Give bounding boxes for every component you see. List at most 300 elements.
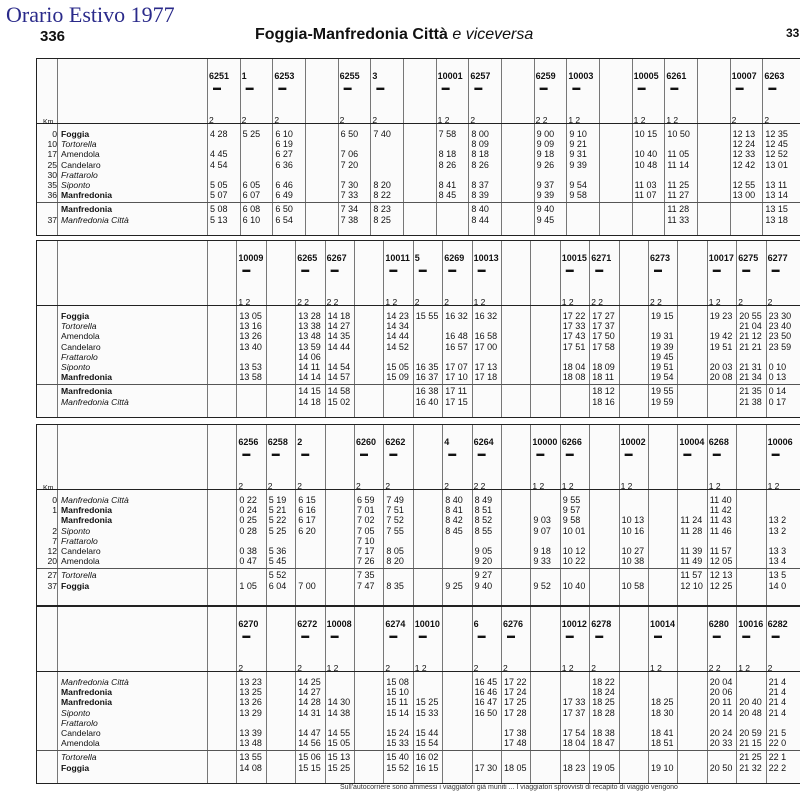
time-cell: 15 05 xyxy=(327,738,351,749)
train-icon: ▬ xyxy=(771,449,780,458)
time-cell: 17 07 xyxy=(445,362,468,372)
station-name: Manfredonia Città xyxy=(61,396,129,407)
row-divider xyxy=(37,750,800,751)
class-indicator: 1 2 xyxy=(767,481,780,491)
station-name: Manfredonia Città xyxy=(61,214,129,225)
train-icon: ▬ xyxy=(389,449,398,458)
time-cell: 18 04 xyxy=(562,738,586,749)
time-cell: 14 14 xyxy=(298,372,321,383)
column-divider xyxy=(57,607,58,783)
time-cell: 14 44 xyxy=(327,341,351,352)
time-cell: 11 49 xyxy=(680,556,703,567)
time-cell: 19 54 xyxy=(651,372,674,383)
km-value: 25 xyxy=(47,159,57,170)
class-indicator: 2 xyxy=(767,663,773,673)
time-cell: 19 55 xyxy=(651,386,674,397)
time-cell: 8 20 xyxy=(386,556,404,567)
time-cell: 8 49 xyxy=(474,495,493,505)
km-value: 36 xyxy=(47,190,57,201)
time-cell: 0 22 xyxy=(239,495,257,505)
time-cell: 22 2 xyxy=(768,762,787,773)
station-name: Manfredonia xyxy=(61,515,113,526)
time-cell: 22 0 xyxy=(768,738,787,749)
station-name: Frattarolo xyxy=(61,717,98,728)
time-cell: 13 14 xyxy=(765,190,788,201)
time-cell: 7 17 xyxy=(357,546,375,556)
train-number: 10015 xyxy=(561,253,587,263)
time-cell: 20 14 xyxy=(709,707,733,718)
class-indicator: 2 xyxy=(738,297,743,307)
time-cell: 11 07 xyxy=(634,190,657,201)
station-name: Manfredonia xyxy=(61,687,113,698)
train-icon: ▬ xyxy=(595,631,604,640)
km-value: 35 xyxy=(47,180,57,190)
time-cell: 14 30 xyxy=(327,697,351,708)
time-cell: 6 04 xyxy=(268,580,287,591)
time-cell: 21 4 xyxy=(768,687,787,698)
row-divider xyxy=(37,568,800,569)
time-cell: 13 5 xyxy=(768,570,787,581)
time-cell: 6 10 xyxy=(242,214,261,225)
train-number: 6274 xyxy=(385,619,406,629)
time-cell: 14 58 xyxy=(327,386,351,397)
time-cell: 18 30 xyxy=(651,707,674,718)
time-cell: 11 24 xyxy=(680,515,703,526)
column-divider xyxy=(530,425,531,605)
time-cell: 15 52 xyxy=(386,762,409,773)
time-cell: 8 35 xyxy=(386,580,404,591)
train-number: 10017 xyxy=(708,253,734,263)
column-divider xyxy=(207,607,208,783)
class-indicator: 2 2 xyxy=(535,115,548,125)
station-name: Manfredonia xyxy=(61,190,113,201)
column-divider xyxy=(560,607,561,783)
time-cell: 18 47 xyxy=(592,738,615,749)
time-cell: 9 18 xyxy=(536,149,555,160)
time-cell: 15 11 xyxy=(386,697,409,708)
train-number: 6272 xyxy=(297,619,318,629)
train-number: 6265 xyxy=(297,253,318,263)
train-number: 10002 xyxy=(620,437,646,447)
class-indicator: 2 xyxy=(444,481,449,491)
time-cell: 18 08 xyxy=(562,372,586,383)
column-divider xyxy=(501,59,502,235)
train-icon: ▬ xyxy=(343,83,352,92)
train-icon: ▬ xyxy=(477,265,486,274)
km-value: 37 xyxy=(47,214,57,225)
column-divider xyxy=(762,59,763,235)
train-icon: ▬ xyxy=(565,631,574,640)
time-cell: 19 31 xyxy=(651,331,674,342)
km-value: 0 xyxy=(52,129,57,139)
class-indicator: 1 2 xyxy=(437,115,450,125)
time-cell: 13 26 xyxy=(239,697,262,708)
column-divider xyxy=(305,59,306,235)
time-cell: 10 16 xyxy=(621,525,645,536)
column-divider xyxy=(707,607,708,783)
time-cell: 5 05 xyxy=(210,180,228,190)
time-cell: 8 26 xyxy=(438,159,457,170)
class-indicator: 2 xyxy=(238,481,244,491)
time-cell: 19 23 xyxy=(709,311,733,321)
km-value: 1 xyxy=(52,505,57,516)
station-name: Siponto xyxy=(61,525,91,536)
train-number: 6269 xyxy=(444,253,465,263)
time-cell: 14 23 xyxy=(386,311,409,321)
time-cell: 7 35 xyxy=(357,570,375,581)
time-cell: 14 28 xyxy=(298,697,321,708)
time-cell: 15 33 xyxy=(386,738,409,749)
train-icon: ▬ xyxy=(768,83,777,92)
column-divider xyxy=(472,241,473,417)
timetable-block-2 xyxy=(36,240,800,418)
train-icon: ▬ xyxy=(637,83,646,92)
train-icon: ▬ xyxy=(245,83,254,92)
station-name: Frattarolo xyxy=(61,351,98,362)
time-cell: 18 11 xyxy=(592,372,615,383)
time-cell: 17 54 xyxy=(562,728,586,738)
row-divider xyxy=(37,202,800,203)
column-divider xyxy=(501,425,502,605)
time-cell: 8 05 xyxy=(386,546,404,556)
class-indicator: 1 2 xyxy=(568,115,581,125)
class-indicator: 2 xyxy=(339,115,345,125)
train-icon: ▬ xyxy=(771,265,780,274)
time-cell: 23 30 xyxy=(768,311,792,321)
time-cell: 9 33 xyxy=(533,556,551,567)
train-number: 6258 xyxy=(267,437,288,447)
column-divider xyxy=(589,425,590,605)
time-cell: 22 1 xyxy=(768,752,787,763)
time-cell: 7 26 xyxy=(357,556,375,567)
column-divider xyxy=(736,425,737,605)
column-divider xyxy=(736,607,737,783)
class-indicator: 2 xyxy=(274,115,280,125)
column-divider xyxy=(436,59,437,235)
train-number: 6276 xyxy=(503,619,524,629)
time-cell: 0 17 xyxy=(768,396,787,407)
train-number: 6262 xyxy=(385,437,406,447)
time-cell: 0 38 xyxy=(239,546,257,556)
time-cell: 6 27 xyxy=(275,149,293,160)
time-cell: 5 08 xyxy=(210,204,228,215)
time-cell: 18 09 xyxy=(592,362,615,372)
time-cell: 8 00 xyxy=(471,129,489,139)
time-cell: 11 42 xyxy=(709,505,732,516)
time-cell: 7 55 xyxy=(386,525,404,536)
column-divider xyxy=(207,59,208,235)
column-divider xyxy=(236,425,237,605)
time-cell: 8 37 xyxy=(471,180,489,190)
time-cell: 6 08 xyxy=(242,204,261,215)
time-cell: 13 15 xyxy=(765,204,788,215)
column-divider xyxy=(57,59,58,235)
timetable-block-4 xyxy=(36,606,800,784)
time-cell: 17 48 xyxy=(504,738,527,749)
time-cell: 17 50 xyxy=(592,331,615,342)
column-divider xyxy=(295,241,296,417)
column-divider xyxy=(354,241,355,417)
column-divider xyxy=(295,425,296,605)
column-divider xyxy=(325,607,326,783)
train-icon: ▬ xyxy=(330,631,339,640)
train-number: 10008 xyxy=(326,619,352,629)
time-cell: 15 05 xyxy=(386,362,409,372)
train-icon: ▬ xyxy=(477,631,486,640)
time-cell: 9 21 xyxy=(569,139,587,150)
time-cell: 11 46 xyxy=(709,525,732,536)
column-divider xyxy=(619,241,620,417)
time-cell: 5 36 xyxy=(268,546,287,556)
train-number: 6267 xyxy=(326,253,347,263)
station-name: Candelaro xyxy=(61,159,101,170)
column-divider xyxy=(468,59,469,235)
column-divider xyxy=(589,241,590,417)
class-indicator: 1 2 xyxy=(561,663,574,673)
time-cell: 15 09 xyxy=(386,372,409,383)
station-name: Frattarolo xyxy=(61,535,98,546)
time-cell: 7 05 xyxy=(357,525,375,536)
time-cell: 6 50 xyxy=(340,129,359,139)
time-cell: 17 37 xyxy=(592,321,615,332)
time-cell: 14 35 xyxy=(327,331,351,342)
time-cell: 7 10 xyxy=(357,535,375,546)
column-divider xyxy=(266,607,267,783)
train-number: 6282 xyxy=(767,619,788,629)
time-cell: 18 25 xyxy=(651,697,674,708)
class-indicator: 1 2 xyxy=(385,297,398,307)
km-label: Km. xyxy=(43,119,56,126)
time-cell: 15 24 xyxy=(386,728,409,738)
time-cell: 18 41 xyxy=(651,728,674,738)
column-divider xyxy=(677,607,678,783)
train-icon: ▬ xyxy=(474,83,483,92)
time-cell: 8 40 xyxy=(471,204,489,215)
time-cell: 17 22 xyxy=(504,677,527,687)
time-cell: 21 15 xyxy=(739,738,762,749)
train-number: 6268 xyxy=(708,437,729,447)
station-name: Tortorella xyxy=(61,570,97,581)
time-cell: 9 00 xyxy=(536,129,555,139)
time-cell: 8 20 xyxy=(373,180,391,190)
class-indicator: 1 2 xyxy=(633,115,646,125)
time-cell: 15 10 xyxy=(386,687,409,698)
km-value: 37 xyxy=(47,580,57,591)
time-cell: 8 42 xyxy=(445,515,463,526)
time-cell: 14 52 xyxy=(386,341,409,352)
time-cell: 16 35 xyxy=(415,362,439,372)
train-icon: ▬ xyxy=(565,449,574,458)
class-indicator: 2 xyxy=(209,115,214,125)
column-divider xyxy=(295,607,296,783)
time-cell: 8 39 xyxy=(471,190,489,201)
class-indicator: 2 xyxy=(372,115,378,125)
time-cell: 21 32 xyxy=(739,762,762,773)
class-indicator: 2 xyxy=(731,115,737,125)
class-indicator: 2 xyxy=(470,115,476,125)
class-indicator: 2 xyxy=(473,663,479,673)
time-cell: 14 54 xyxy=(327,362,351,372)
time-cell: 18 28 xyxy=(592,707,615,718)
time-cell: 21 4 xyxy=(768,707,787,718)
time-cell: 8 25 xyxy=(373,214,391,225)
time-cell: 4 54 xyxy=(210,159,228,170)
time-cell: 13 40 xyxy=(239,341,262,352)
train-icon: ▬ xyxy=(301,449,310,458)
time-cell: 13 48 xyxy=(239,738,262,749)
station-name: Foggia xyxy=(61,129,90,139)
route-name: Foggia-Manfredonia Città xyxy=(255,26,448,43)
train-icon: ▬ xyxy=(242,631,251,640)
time-cell: 6 15 xyxy=(298,495,316,505)
time-cell: 16 48 xyxy=(445,331,468,342)
column-divider xyxy=(240,59,241,235)
train-number: 10014 xyxy=(650,619,676,629)
time-cell: 10 58 xyxy=(621,580,645,591)
class-indicator: 2 2 xyxy=(708,663,721,673)
column-divider xyxy=(403,59,404,235)
column-divider xyxy=(442,607,443,783)
time-cell: 14 57 xyxy=(327,372,351,383)
time-cell: 20 55 xyxy=(739,311,762,321)
column-divider xyxy=(530,241,531,417)
time-cell: 12 05 xyxy=(709,556,733,567)
train-number: 10003 xyxy=(568,71,594,81)
train-icon: ▬ xyxy=(507,631,515,640)
time-cell: 6 05 xyxy=(242,180,261,190)
time-cell: 6 59 xyxy=(357,495,375,505)
time-cell: 15 06 xyxy=(298,752,321,763)
train-icon: ▬ xyxy=(735,83,744,92)
time-cell: 16 50 xyxy=(474,707,498,718)
time-cell: 18 05 xyxy=(504,762,527,773)
time-cell: 17 11 xyxy=(445,386,468,397)
time-cell: 8 51 xyxy=(474,505,493,516)
time-cell: 17 28 xyxy=(504,707,527,718)
time-cell: 14 27 xyxy=(327,321,351,332)
time-cell: 16 32 xyxy=(445,311,468,321)
km-value: 10 xyxy=(47,139,57,150)
time-cell: 21 12 xyxy=(739,331,762,342)
time-cell: 12 55 xyxy=(732,180,756,190)
column-divider xyxy=(338,59,339,235)
time-cell: 20 06 xyxy=(709,687,733,698)
column-divider xyxy=(736,241,737,417)
time-cell: 0 25 xyxy=(239,515,257,526)
train-icon: ▬ xyxy=(271,449,280,458)
time-cell: 15 44 xyxy=(415,728,439,738)
column-divider xyxy=(354,425,355,605)
train-icon: ▬ xyxy=(624,449,633,458)
edge-page-number: 33 xyxy=(786,26,800,40)
time-cell: 13 58 xyxy=(239,372,262,383)
time-cell: 19 51 xyxy=(709,341,733,352)
time-cell: 23 59 xyxy=(768,341,792,352)
time-cell: 14 38 xyxy=(327,707,351,718)
time-cell: 17 51 xyxy=(562,341,586,352)
time-cell: 6 54 xyxy=(275,214,293,225)
train-icon: ▬ xyxy=(441,83,450,92)
time-cell: 13 28 xyxy=(298,311,321,321)
column-divider xyxy=(442,425,443,605)
time-cell: 17 00 xyxy=(474,341,498,352)
time-cell: 9 54 xyxy=(569,180,587,190)
time-cell: 16 15 xyxy=(415,762,439,773)
time-cell: 20 04 xyxy=(709,677,733,687)
time-cell: 11 28 xyxy=(667,204,690,215)
class-indicator: 1 2 xyxy=(561,297,574,307)
column-divider xyxy=(207,241,208,417)
km-value: 30 xyxy=(47,169,57,180)
column-divider xyxy=(619,607,620,783)
train-icon: ▬ xyxy=(742,631,751,640)
time-cell: 15 54 xyxy=(415,738,439,749)
station-name: Foggia xyxy=(61,311,90,321)
class-indicator: 1 2 xyxy=(326,663,339,673)
time-cell: 19 39 xyxy=(651,341,674,352)
time-cell: 13 00 xyxy=(732,190,756,201)
train-icon: ▬ xyxy=(418,631,427,640)
class-indicator: 1 2 xyxy=(708,297,721,307)
train-number: 6280 xyxy=(708,619,729,629)
train-icon: ▬ xyxy=(536,449,545,458)
time-cell: 5 19 xyxy=(268,495,287,505)
time-cell: 0 10 xyxy=(768,362,787,372)
time-cell: 5 13 xyxy=(210,214,228,225)
class-indicator: 2 xyxy=(297,663,302,673)
time-cell: 15 25 xyxy=(415,697,439,708)
column-divider xyxy=(272,59,273,235)
column-divider xyxy=(370,59,371,235)
time-cell: 0 28 xyxy=(239,525,257,536)
time-cell: 18 04 xyxy=(562,362,586,372)
time-cell: 6 50 xyxy=(275,204,293,215)
train-number: 6277 xyxy=(767,253,788,263)
time-cell: 8 41 xyxy=(438,180,457,190)
time-cell: 12 35 xyxy=(765,129,788,139)
time-cell: 17 25 xyxy=(504,697,527,708)
time-cell: 13 26 xyxy=(239,331,262,342)
time-cell: 10 12 xyxy=(562,546,586,556)
column-divider xyxy=(530,607,531,783)
class-indicator: 2 xyxy=(297,481,302,491)
km-value: 2 xyxy=(52,525,57,536)
time-cell: 19 05 xyxy=(592,762,615,773)
time-cell: 11 05 xyxy=(667,149,690,160)
time-cell: 18 25 xyxy=(592,697,615,708)
column-divider xyxy=(442,241,443,417)
time-cell: 17 37 xyxy=(562,707,586,718)
column-divider xyxy=(383,241,384,417)
time-cell: 0 24 xyxy=(239,505,257,516)
time-cell: 13 11 xyxy=(765,180,788,190)
class-indicator: 1 2 xyxy=(238,297,251,307)
time-cell: 5 45 xyxy=(268,556,287,567)
time-cell: 13 18 xyxy=(765,214,788,225)
column-divider xyxy=(560,425,561,605)
time-cell: 5 25 xyxy=(242,129,261,139)
time-cell: 11 57 xyxy=(680,570,703,581)
train-number: 6256 xyxy=(238,437,259,447)
time-cell: 14 31 xyxy=(298,707,321,718)
time-cell: 13 2 xyxy=(768,525,787,536)
train-icon: ▬ xyxy=(771,631,780,640)
train-number: 6 xyxy=(473,619,479,629)
time-cell: 1 05 xyxy=(239,580,257,591)
station-name: Siponto xyxy=(61,180,91,190)
station-name: Candelaro xyxy=(61,728,101,738)
time-cell: 5 07 xyxy=(210,190,228,201)
